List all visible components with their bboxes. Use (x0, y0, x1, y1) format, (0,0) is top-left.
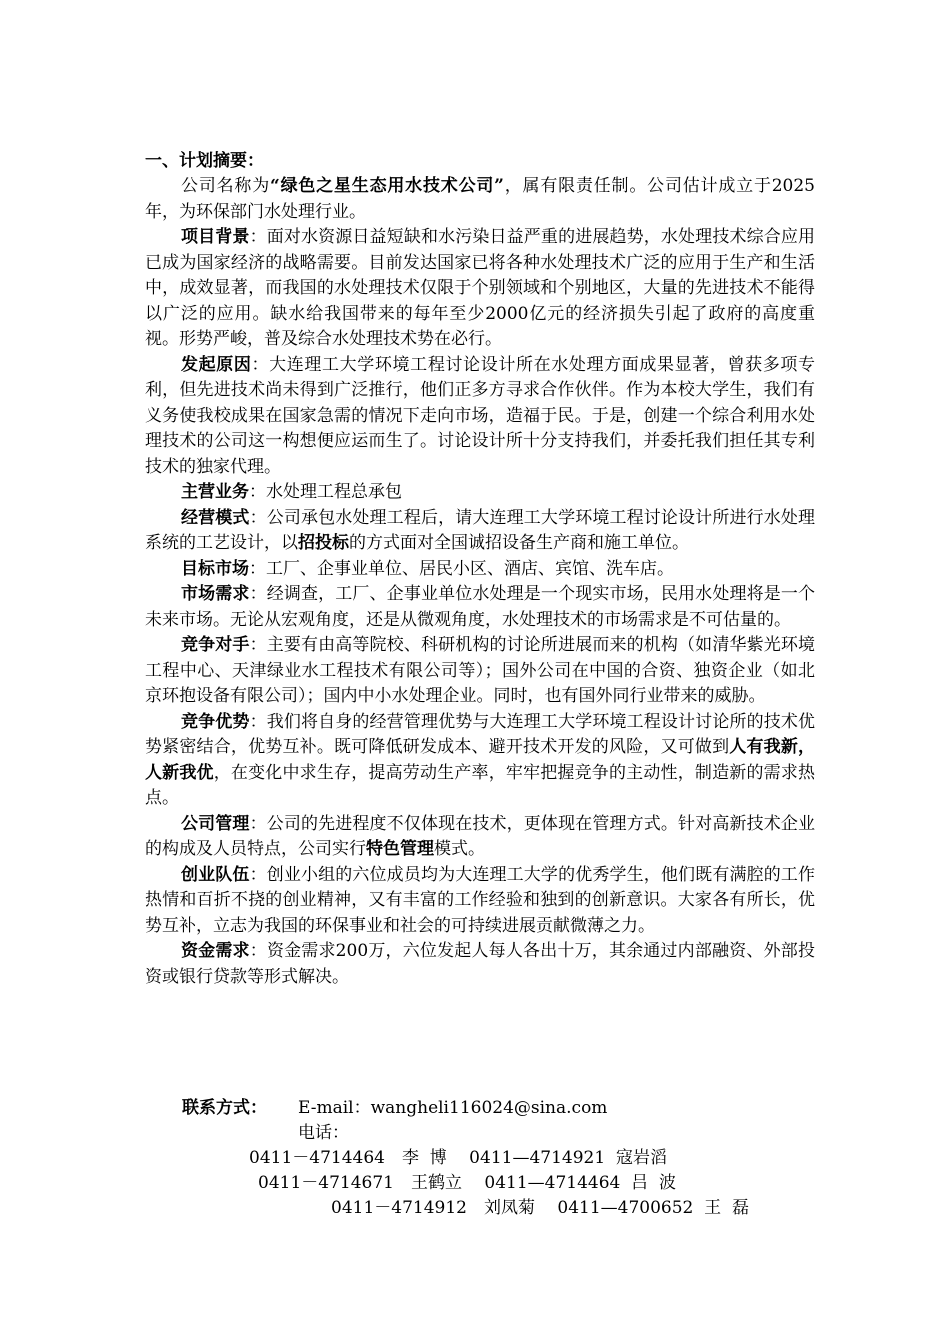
model-text-a: 公司承包水处理工程后，请大连理工大学环境工程讨论设计所进行水处理系统的工艺设计，以 (145, 507, 816, 553)
paragraph-demand (145, 582, 815, 633)
background-label: 项目背景 (181, 227, 250, 247)
model-label: 经营模式 (181, 507, 250, 528)
paragraph-management (145, 812, 815, 863)
colon: ： (249, 507, 267, 528)
paragraph-funding (145, 939, 815, 990)
advantage-text-a: 我们将自身的经营管理优势与大连理工大学环境工程设计讨论所的技术优势紧密结合，优势互补。既可降低研发成本、避开技术开发的风险，又可做到 (145, 711, 816, 757)
colon: ： (251, 354, 270, 375)
competitors-label: 竞争对手 (181, 635, 250, 655)
team-label: 创业队伍 (181, 864, 250, 885)
company-text-pre: 公司名称为 (181, 176, 270, 196)
team-text: 创业小组的六位成员均为大连理工大学的优秀学生，他们既有满腔的工作热情和百折不挠的创业精神，又有丰富的工作经验和独到的创新意识。大家各有所长，优势互补，立志为我国的环保事业和社会的可持续进展贡献微薄之力。 (145, 864, 816, 936)
paragraph-team (145, 863, 815, 940)
business-label: 主营业务 (181, 482, 249, 502)
reason-text: 大连理工大学环境工程讨论设计所在水处理方面成果显著，曾获多项专利，但先进技术尚未得到广泛推行，他们正多方寻求合作伙伴。作为本校大学生，我们有义务使我校成果在国家急需的情况下走向市场，造福于民。于是，创建一个综合利用水处理技术的公司这一构想便应运而生了。讨论设计所十分支持我们，并委托我们担任其专利技术的独家代理。 (145, 354, 816, 477)
paragraph-competitors (145, 633, 815, 710)
business-text: 水处理工程总承包 (266, 482, 402, 502)
colon: ： (249, 482, 266, 502)
colon: ： (249, 227, 267, 247)
colon: ： (249, 635, 267, 655)
colon: ： (249, 941, 267, 961)
colon: ： (249, 864, 267, 885)
paragraph-model (145, 506, 815, 557)
management-text-a: 公司的先进程度不仅体现在技术，更体现在管理方式。针对高新技术企业的构成及人员特点，公司实行 (145, 813, 816, 859)
management-bold: 特色管理 (366, 839, 434, 859)
reason-label: 发起原因 (181, 354, 252, 375)
contact-email: E-mail：wangheli116024@sina.com (298, 1098, 608, 1118)
model-text-b: 的方式面对全国诚招设备生产商和施工单位。 (349, 533, 689, 553)
contact-phone-line-3: 0411－4714912 刘凤菊 0411—4700652 王 磊 (331, 1198, 749, 1218)
contact-phone-line-1: 0411－4714464 李 博 0411—4714921 寇岩滔 (249, 1148, 667, 1168)
paragraph-business (145, 480, 815, 506)
paragraph-market (145, 557, 815, 583)
company-text-post: ，属有限责任制。公司估计成立于2025年，为环保部门水处理行业。 (145, 176, 816, 222)
advantage-label: 竞争优势 (181, 711, 250, 732)
model-bold: 招投标 (298, 533, 349, 553)
paragraph-background (145, 225, 815, 353)
paragraph-advantage (145, 710, 815, 812)
management-label: 公司管理 (181, 813, 250, 834)
competitors-text: 主要有由高等院校、科研机构的讨论所进展而来的机构（如清华紫光环境工程中心、天津绿业水工程技术有限公司等）；国外公司在中国的合资、独资企业（如北京环抱设备有限公司）；国内中小水处理企业。同时，也有国外同行业带来的威胁。 (145, 635, 816, 706)
paragraph-company (145, 174, 815, 225)
colon: ： (249, 558, 266, 579)
plan-summary (145, 148, 815, 990)
contact-label: 联系方式： (182, 1098, 267, 1118)
colon: ： (249, 584, 267, 604)
market-label: 目标市场 (181, 558, 249, 579)
colon: ： (249, 813, 267, 834)
management-text-b: 模式。 (434, 839, 485, 859)
market-text: 工厂、企事业单位、居民小区、酒店、宾馆、洗车店。 (266, 558, 674, 579)
colon: ： (249, 711, 267, 732)
contact-phone-line-2: 0411－4714671 王鹤立 0411—4714464 吕 波 (258, 1173, 676, 1193)
demand-text: 经调查，工厂、企事业单位水处理是一个现实市场，民用水处理将是一个未来市场。无论从宏观角度，还是从微观角度，水处理技术的市场需求是不可估量的。 (145, 584, 816, 630)
contact-phone-label: 电话： (298, 1123, 349, 1143)
background-text: 面对水资源日益短缺和水污染日益严重的进展趋势，水处理技术综合应用已成为国家经济的战略需要。目前发达国家已将各种水处理技术广泛的应用于生产和生活中，成效显著，而我国的水处理技术仅限于个别领域和个别地区，大量的先进技术不能得以广泛的应用。缺水给我国带来的每年至少2000亿元的经济损失引起了政府的高度重视。形势严峻，普及综合水处理技术势在必行。 (145, 227, 816, 349)
advantage-bold: 人有我新，人新我优 (145, 737, 816, 783)
funding-label: 资金需求 (181, 941, 250, 961)
advantage-text-b: ，在变化中求生存，提高劳动生产率，牢牢把握竞争的主动性，制造新的需求热点。 (145, 762, 816, 808)
section-heading: 一、计划摘要： (145, 151, 264, 171)
company-name: “绿色之星生态用水技术公司” (270, 176, 504, 196)
paragraph-reason (145, 353, 815, 481)
funding-text: 资金需求200万，六位发起人每人各出十万，其余通过内部融资、外部投资或银行贷款等形式解决。 (145, 941, 815, 987)
demand-label: 市场需求 (181, 584, 250, 604)
